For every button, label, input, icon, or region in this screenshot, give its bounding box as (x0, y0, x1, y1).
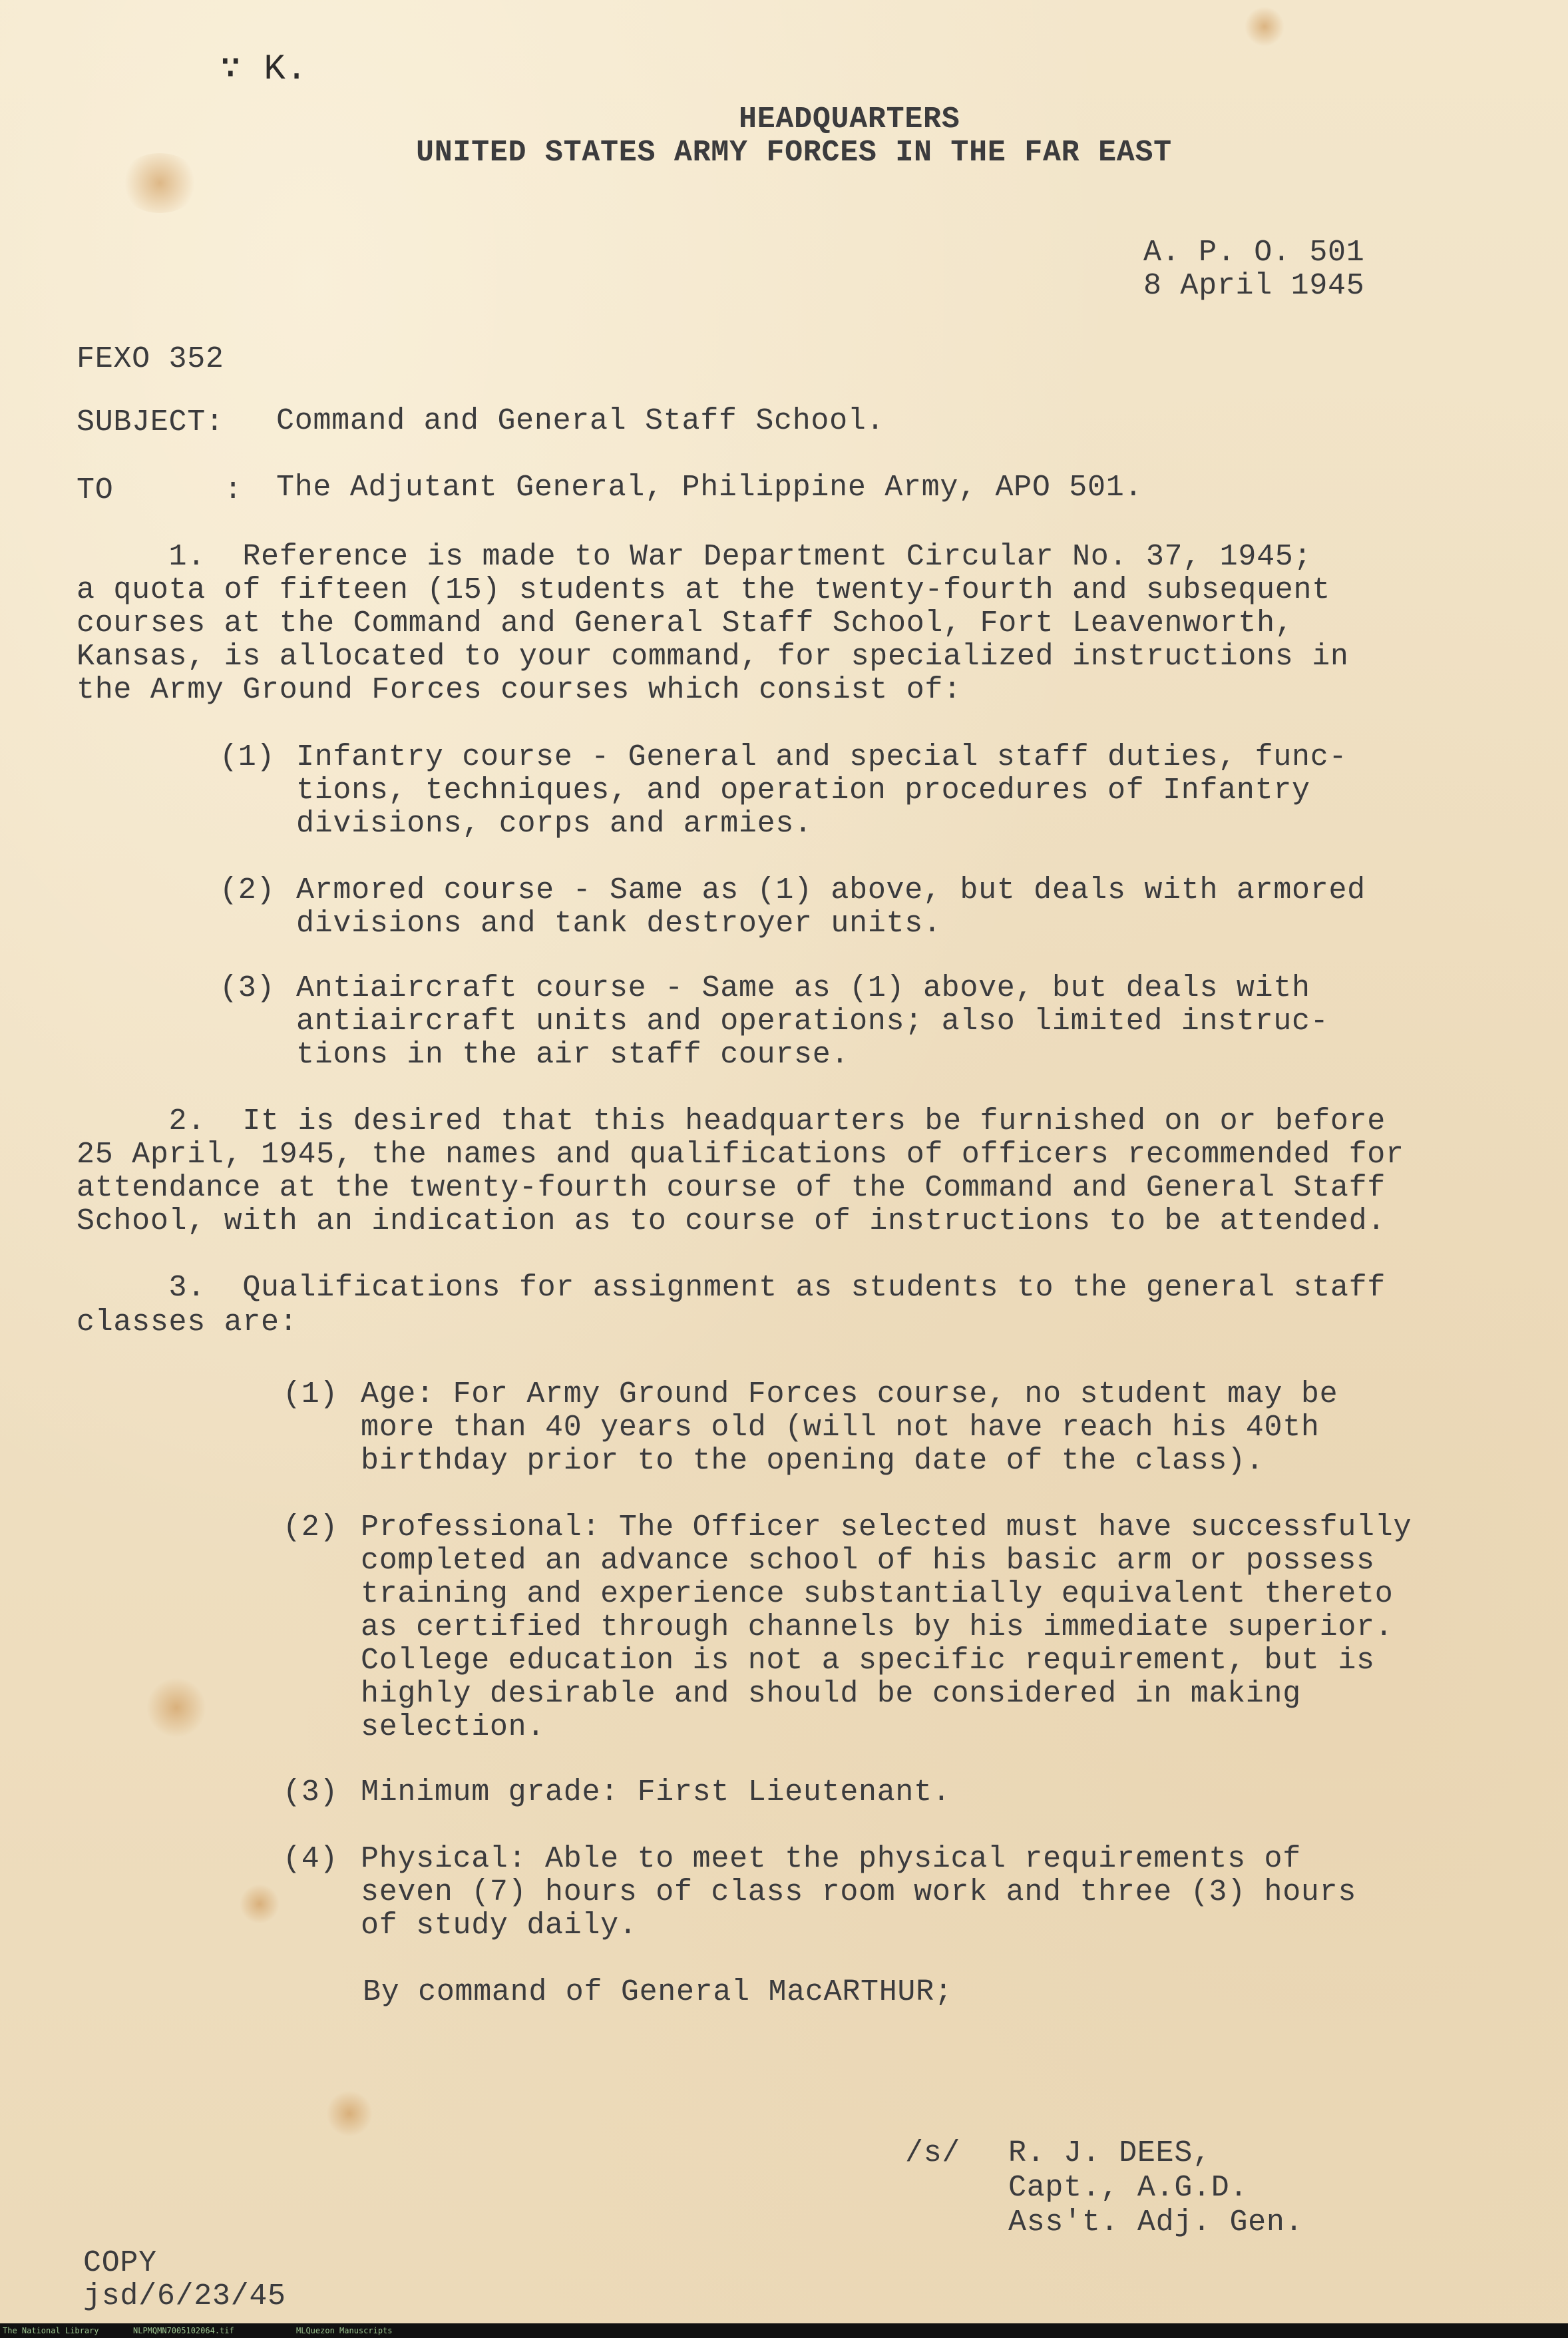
para2-line: 25 April, 1945, the names and qualifications of officers recommended for (77, 1138, 1404, 1172)
footer-file: NLPMQMN7005102064.tif (133, 2326, 234, 2335)
para2-line: School, with an indication as to course of instructions to be attended. (77, 1204, 1386, 1238)
footer-collection: MLQuezon Manuscripts (296, 2326, 393, 2335)
qualification-item-number: (1) (283, 1377, 339, 1411)
command-line: By command of General MacARTHUR; (363, 1975, 953, 2009)
course-item-line: tions, techniques, and operation procedures of Infantry (296, 774, 1310, 808)
course-item-number: (2) (220, 873, 276, 907)
qualification-item-number: (3) (283, 1775, 339, 1809)
scan-footer (0, 2323, 1568, 2338)
course-item-line: Infantry course - General and special staff duties, func- (296, 740, 1348, 774)
qualification-item-line: College education is not a specific requirement, but is (361, 1644, 1375, 1678)
header-line1: HEADQUARTERS (739, 103, 960, 136)
qualification-item-line: Age: For Army Ground Forces course, no student may be (361, 1377, 1338, 1411)
para1-line: 1. Reference is made to War Department Circular No. 37, 1945; (77, 540, 1312, 574)
corner-pencil-mark: ∵ K. (220, 49, 308, 90)
qualification-item-number: (2) (283, 1511, 339, 1544)
course-item-line: antiaircraft units and operations; also limited instruc- (296, 1005, 1329, 1039)
to-text: The Adjutant General, Philippine Army, APO 501. (276, 471, 1143, 505)
paper-stain (240, 1884, 280, 1924)
qualification-item-line: training and experience substantially equivalent thereto (361, 1577, 1394, 1611)
para2-line: 2. It is desired that this headquarters be furnished on or before (77, 1104, 1386, 1138)
para2-line: attendance at the twenty-fourth course of the Command and General Staff (77, 1171, 1386, 1205)
file-reference: FEXO 352 (77, 342, 224, 376)
paper-stain (326, 2090, 373, 2137)
para1-line: a quota of fifteen (15) students at the twenty-fourth and subsequent (77, 573, 1330, 607)
qualification-item-line: birthday prior to the opening date of the class). (361, 1444, 1265, 1478)
subject-label: SUBJECT: (77, 405, 224, 439)
to-label: TO : (77, 473, 243, 507)
subject-text: Command and General Staff School. (276, 404, 885, 438)
course-item-line: divisions and tank destroyer units. (296, 907, 942, 941)
para1-line: the Army Ground Forces courses which consist of: (77, 673, 962, 707)
qualification-item-line: Physical: Able to meet the physical requirements of (361, 1842, 1301, 1876)
footer-library: The National Library (3, 2326, 99, 2335)
header-line2: UNITED STATES ARMY FORCES IN THE FAR EAST (416, 136, 1172, 170)
signature-rank: Capt., A.G.D. (1008, 2171, 1249, 2205)
paper-stain (120, 153, 200, 213)
course-item-line: Armored course - Same as (1) above, but deals with armored (296, 873, 1366, 907)
signature-mark: /s/ (905, 2136, 961, 2170)
qualification-item-line: completed an advance school of his basic arm or possess (361, 1544, 1375, 1578)
qualification-item-line: seven (7) hours of class room work and three (3) hours (361, 1875, 1357, 1909)
copy-reference: jsd/6/23/45 (83, 2279, 286, 2313)
letter-date: 8 April 1945 (1143, 269, 1365, 303)
qualification-item-line: Professional: The Officer selected must have successfully (361, 1511, 1412, 1544)
qualification-item-line: more than 40 years old (will not have reach his 40th (361, 1411, 1320, 1445)
para1-line: courses at the Command and General Staff School, Fort Leavenworth, (77, 606, 1294, 640)
course-item-number: (3) (220, 971, 276, 1005)
qualification-item-line: highly desirable and should be considered in making (361, 1677, 1301, 1711)
course-item-line: tions in the air staff course. (296, 1038, 850, 1072)
course-item-number: (1) (220, 740, 276, 774)
qualification-item-number: (4) (283, 1842, 339, 1876)
paper-stain (1245, 7, 1284, 47)
signature-title: Ass't. Adj. Gen. (1008, 2206, 1304, 2239)
qualification-item-line: as certified through channels by his immediate superior. (361, 1610, 1394, 1644)
course-item-line: Antiaircraft course - Same as (1) above, but deals with (296, 971, 1310, 1005)
course-item-line: divisions, corps and armies. (296, 807, 813, 841)
apo-number: A. P. O. 501 (1143, 236, 1365, 270)
copy-label: COPY (83, 2246, 157, 2280)
paper-stain (146, 1678, 206, 1738)
para1-line: Kansas, is allocated to your command, for specialized instructions in (77, 640, 1349, 674)
para3-line: 3. Qualifications for assignment as students to the general staff (77, 1271, 1386, 1305)
qualification-item-line: Minimum grade: First Lieutenant. (361, 1775, 951, 1809)
qualification-item-line: selection. (361, 1710, 546, 1744)
para3-line: classes are: (77, 1305, 298, 1339)
qualification-item-line: of study daily. (361, 1909, 638, 1943)
signature-name: R. J. DEES, (1008, 2136, 1211, 2170)
